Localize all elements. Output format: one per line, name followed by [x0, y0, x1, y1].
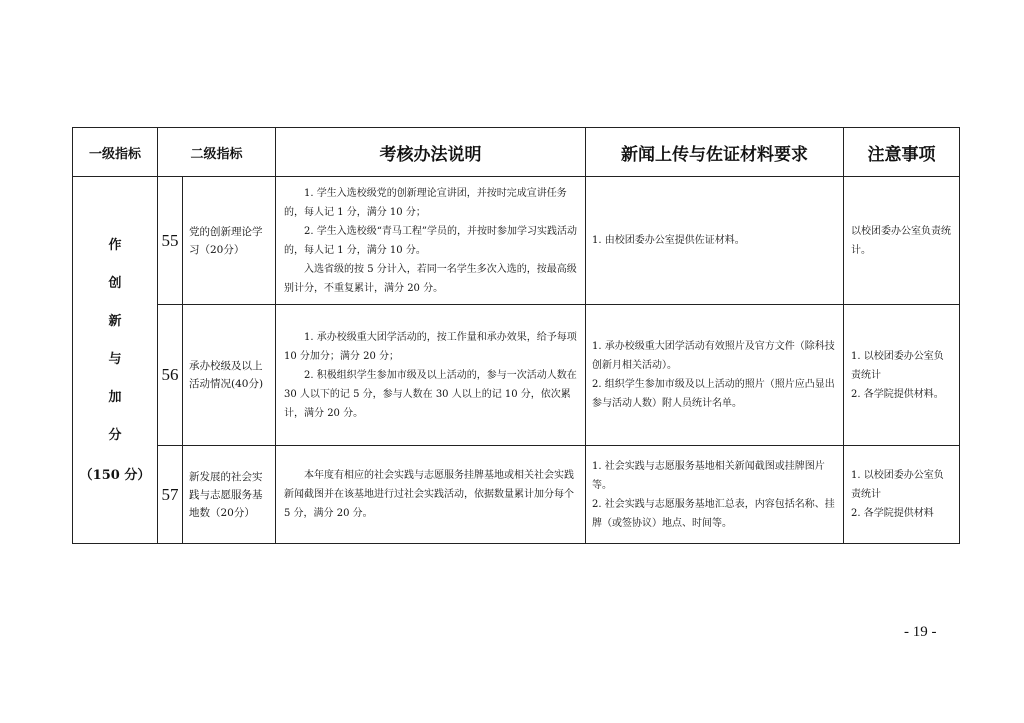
row-number: 57: [158, 446, 183, 544]
materials-cell: [586, 177, 844, 305]
notes-line: 2. 各学院提供材料: [851, 508, 934, 519]
materials-line: 1. 承办校级重大团学活动有效照片及官方文件（除科技创新月相关活动）。: [592, 341, 835, 371]
method-line: 2. 积极组织学生参加市级及以上活动的，参与一次活动人数在 30 人以下的记 5 分，参与人数在 30 人以上的记 10 分，依次累计，满分 20 分。: [284, 369, 577, 419]
table-row: [73, 177, 960, 305]
method-cell: [276, 446, 586, 544]
method-line: 2. 学生入选校级“青马工程”学员的，并按时参加学习实践活动的，每人记 1 分，满分 10 分。: [284, 225, 577, 256]
materials-line: 2. 组织学生参加市级及以上活动的照片（照片应凸显出参与活动人数）附人员统计名单。: [592, 379, 835, 409]
category-char: 新: [108, 313, 122, 329]
category-char: 创: [108, 275, 122, 291]
category-char: 作: [108, 237, 122, 253]
method-line: 1. 学生入选校级党的创新理论宣讲团，并按时完成宣讲任务的，每人记 1 分，满分 10 分；: [284, 187, 567, 218]
method-cell: [276, 177, 586, 305]
category-char: 与: [108, 351, 122, 367]
notes-line: 1. 以校团委办公室负责统计: [851, 470, 944, 500]
sub-indicator: 党的创新理论学习（20分）: [183, 177, 276, 305]
header-level1: 一级指标: [73, 128, 158, 177]
materials-cell: [586, 446, 844, 544]
method-cell: [276, 305, 586, 446]
notes-line: 以校团委办公室负责统计。: [851, 225, 952, 256]
category-cell: [73, 177, 158, 544]
header-notes: 注意事项: [844, 128, 960, 177]
notes-line: 1. 以校团委办公室负责统计: [851, 350, 944, 381]
notes-line: 2. 各学院提供材料。: [851, 388, 944, 400]
table-row: [73, 446, 960, 544]
sub-indicator: 新发展的社会实践与志愿服务基地数（20分）: [183, 446, 276, 544]
category-score: （150 分）: [79, 467, 151, 483]
sub-indicator: 承办校级及以上活动情况(40分): [183, 305, 276, 446]
notes-cell: [844, 177, 960, 305]
materials-line: 2. 社会实践与志愿服务基地汇总表，内容包括名称、挂牌（或签协议）地点、时间等。: [592, 498, 835, 529]
notes-cell: [844, 446, 960, 544]
header-level2: 二级指标: [158, 128, 276, 177]
method-line: 入选省级的按 5 分计入，若同一名学生多次入选的，按最高级别计分，不重复累计，满分 20 分。: [284, 263, 577, 294]
header-materials: 新闻上传与佐证材料要求: [586, 128, 844, 177]
table-header-row: [73, 128, 960, 177]
notes-cell: [844, 305, 960, 446]
header-method: 考核办法说明: [276, 128, 586, 177]
materials-cell: [586, 305, 844, 446]
method-line: 1. 承办校级重大团学活动的，按工作量和承办效果，给予每项 10 分加分；满分 20 分；: [284, 331, 577, 362]
row-number: 56: [158, 305, 183, 446]
category-char: 分: [108, 427, 122, 443]
table-row: [73, 305, 960, 446]
materials-line: 1. 由校团委办公室提供佐证材料。: [592, 235, 745, 246]
page-number: - 19 -: [904, 624, 937, 640]
materials-line: 1. 社会实践与志愿服务基地相关新闻截图或挂牌图片等。: [592, 460, 825, 491]
category-char: 加: [108, 389, 122, 405]
indicator-table: [72, 127, 960, 544]
row-number: 55: [158, 177, 183, 305]
method-line: 本年度有相应的社会实践与志愿服务挂牌基地或相关社会实践新闻截图并在该基地进行过社会实践活动，依据数量累计加分每个 5 分，满分 20 分。: [284, 470, 575, 519]
